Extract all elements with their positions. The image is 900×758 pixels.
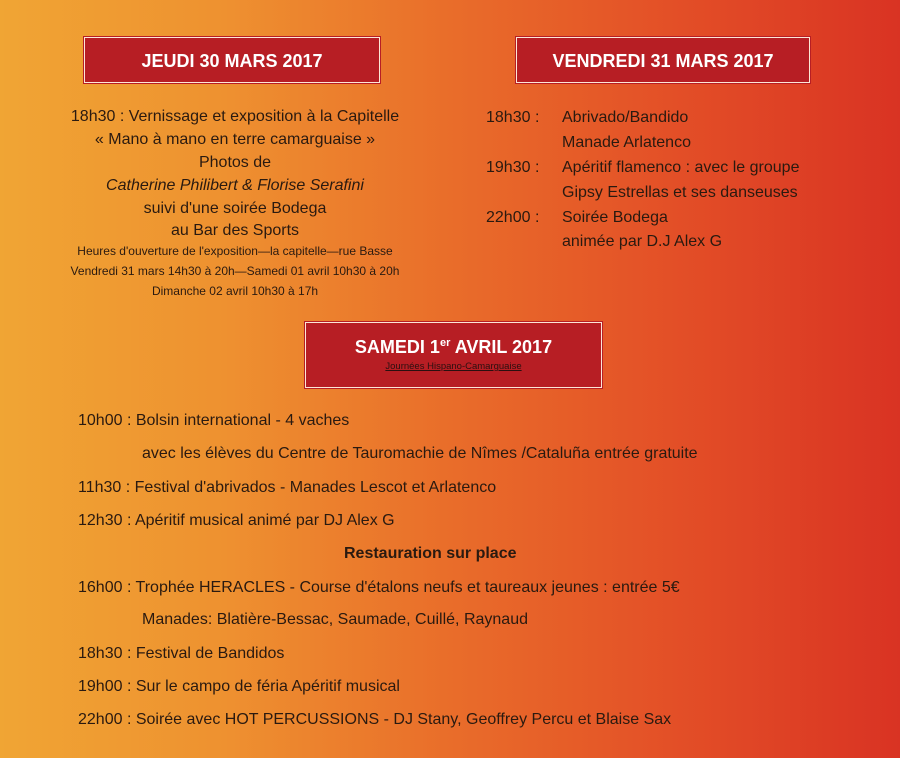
- friday-text: animée par D.J Alex G: [562, 233, 723, 250]
- saturday-line: 12h30 : Apéritif musical animé par DJ Alex G: [78, 512, 395, 529]
- thursday-photographers: Catherine Philibert & Florise Serafini: [106, 177, 364, 194]
- friday-header: VENDREDI 31 MARS 2017: [516, 37, 810, 83]
- friday-text: Gipsy Estrellas et ses danseuses: [562, 184, 798, 201]
- thursday-header: JEUDI 30 MARS 2017: [84, 37, 380, 83]
- friday-text: Apéritif flamenco : avec le groupe: [562, 159, 800, 176]
- saturday-line: 18h30 : Festival de Bandidos: [78, 645, 285, 662]
- friday-text: Manade Arlatenco: [562, 134, 691, 151]
- exhibition-hours: Vendredi 31 mars 14h30 à 20h—Samedi 01 avril 10h30 à 20h: [70, 264, 400, 278]
- saturday-header-subtitle: Journées Hispano-Camarguaise: [385, 361, 522, 372]
- friday-time: 19h30 :: [486, 159, 540, 176]
- restauration-label: Restauration sur place: [344, 545, 517, 562]
- friday-time: 18h30 :: [486, 109, 540, 126]
- saturday-line: Manades: Blatière-Bessac, Saumade, Cuillé, Raynaud: [142, 611, 528, 628]
- saturday-header-day: SAMEDI 1: [354, 337, 440, 357]
- friday-text: Soirée Bodega: [562, 209, 668, 226]
- thursday-line: Photos de: [198, 154, 272, 171]
- saturday-header-year: AVRIL 2017: [450, 337, 553, 357]
- friday-text: Abrivado/Bandido: [562, 109, 689, 126]
- thursday-line: au Bar des Sports: [170, 222, 300, 239]
- saturday-line: 16h00 : Trophée HERACLES - Course d'étalons neufs et taureaux jeunes : entrée 5€: [78, 579, 680, 596]
- thursday-line: 18h30 : Vernissage et exposition à la Capitelle: [70, 108, 400, 125]
- exhibition-hours: Dimanche 02 avril 10h30 à 17h: [151, 284, 319, 298]
- saturday-line: 19h00 : Sur le campo de féria Apéritif musical: [78, 678, 400, 695]
- saturday-line: 22h00 : Soirée avec HOT PERCUSSIONS - DJ Stany, Geoffrey Percu et Blaise Sax: [78, 711, 672, 728]
- exhibition-hours: Heures d'ouverture de l'exposition—la capitelle—rue Basse: [77, 244, 393, 258]
- saturday-line: avec les élèves du Centre de Tauromachie de Nîmes /Cataluña entrée gratuite: [142, 445, 698, 462]
- saturday-header: [305, 322, 602, 388]
- thursday-line: « Mano à mano en terre camarguaise »: [94, 131, 376, 148]
- friday-time: 22h00 :: [486, 209, 540, 226]
- saturday-header-sup: er: [439, 337, 451, 349]
- thursday-line: suivi d'une soirée Bodega: [143, 200, 327, 217]
- saturday-line: 10h00 : Bolsin international - 4 vaches: [78, 412, 350, 429]
- saturday-line: 11h30 : Festival d'abrivados - Manades Lescot et Arlatenco: [78, 479, 497, 496]
